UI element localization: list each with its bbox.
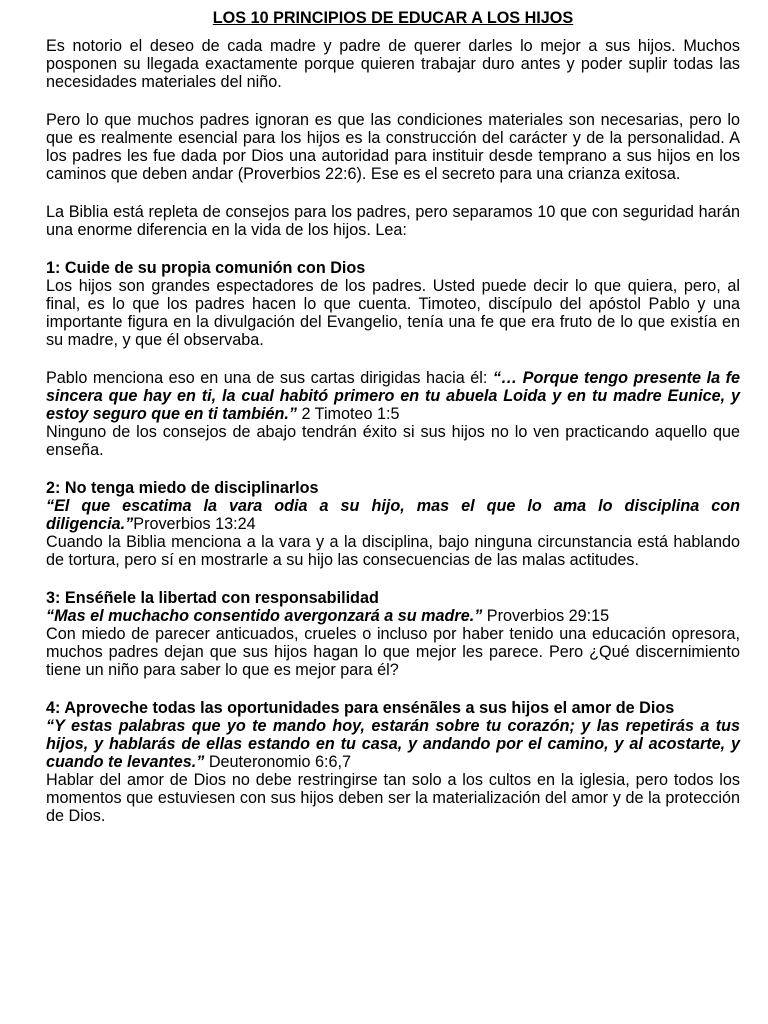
document-title: LOS 10 PRINCIPIOS DE EDUCAR A LOS HIJOS: [212, 9, 574, 27]
spacer: [46, 569, 740, 589]
spacer: [46, 91, 740, 111]
principle-1-quote-paragraph: [46, 369, 740, 423]
intro-paragraph-1: Es notorio el deseo de cada madre y padre de querer darles lo mejor a sus hijos. Muchos posponen su llegada exactamente porque quieren trabajar duro antes y poder suplir todas las necesidades materiales del niño.: [46, 37, 740, 91]
principle-2-reference: Proverbios 13:24: [133, 515, 256, 533]
principle-3-body: Con miedo de parecer anticuados, crueles o incluso por haber tenido una educación opresora, muchos padres dejan que sus hijos hagan lo que mejor les parece. Pero ¿Qué discernimiento tiene un niño para saber lo que es mejor para él?: [46, 625, 740, 679]
principle-4-body: Hablar del amor de Dios no debe restringirse tan solo a los cultos en la iglesia, pero todos los momentos que estuviesen con sus hijos deben ser la materialización del amor y de la protección de Dios.: [46, 771, 740, 825]
principle-1-reference: 2 Timoteo 1:5: [296, 405, 400, 423]
intro-paragraph-2: Pero lo que muchos padres ignoran es que las condiciones materiales son necesarias, pero lo que es realmente esencial para los hijos es la construcción del carácter y de la personalidad. A los padres les fue dada por Dios una autoridad para instituir desde temprano a sus hijos en los caminos que deben andar (Proverbios 22:6). Ese es el secreto para una crianza exitosa.: [46, 111, 740, 183]
principle-1-body: Los hijos son grandes espectadores de los padres. Usted puede decir lo que quiera, pero, al final, es lo que los padres hacen lo que cuenta. Timoteo, discípulo del apóstol Pablo y una importante figura en la divulgación del Evangelio, tenía una fe que era fruto de lo que existía en su madre, y que él observaba.: [46, 277, 740, 349]
principle-3-heading: 3: Enséñele la libertad con responsabilidad: [46, 589, 379, 607]
principle-1-heading: 1: Cuide de su propia comunión con Dios: [46, 259, 366, 277]
principle-2-body: Cuando la Biblia menciona a la vara y a la disciplina, bajo ninguna circunstancia está hablando de tortura, pero sí en mostrarle a su hijo las consecuencias de las malas actitudes.: [46, 533, 740, 569]
principle-4-quote: “Y estas palabras que yo te mando hoy, estarán sobre tu corazón; y las repetirás a tus hijos, y hablarás de ellas estando en tu casa, y andando por el camino, y al acostarte, y cuando te levantes.”: [46, 717, 740, 771]
principle-2-heading: 2: No tenga miedo de disciplinarlos: [46, 479, 319, 497]
principle-3-reference: Proverbios 29:15: [482, 607, 610, 625]
principle-4-heading: 4: Aproveche todas las oportunidades para ensénãles a sus hijos el amor de Dios: [46, 699, 675, 717]
principle-1-closing: Ninguno de los consejos de abajo tendrán éxito si sus hijos no lo ven practicando aquello que enseña.: [46, 423, 740, 459]
spacer: [46, 183, 740, 203]
principle-2-quote-paragraph: [46, 497, 740, 533]
intro-paragraph-3: La Biblia está repleta de consejos para los padres, pero separamos 10 que con seguridad harán una enorme diferencia en la vida de los hijos. Lea:: [46, 203, 740, 239]
spacer: [46, 459, 740, 479]
principle-3-quote-paragraph: [46, 607, 740, 625]
principle-2-quote: “El que escatima la vara odia a su hijo, mas el que lo ama lo disciplina con diligencia.”: [46, 497, 740, 533]
principle-4-reference: Deuteronomio 6:6,7: [204, 753, 352, 771]
spacer: [46, 679, 740, 699]
principle-3-quote: “Mas el muchacho consentido avergonzará a su madre.”: [46, 607, 483, 625]
document-page: [46, 9, 740, 825]
spacer: [46, 239, 740, 259]
principle-4-quote-paragraph: [46, 717, 740, 771]
spacer: [46, 349, 740, 369]
principle-1-lead: Pablo menciona eso en una de sus cartas dirigidas hacia él:: [46, 369, 493, 387]
principle-1-quote: “… Porque tengo presente la fe sincera que hay en ti, la cual habitó primero en tu abuela Loida y en tu madre Eunice, y estoy seguro que en ti también.”: [46, 369, 740, 423]
